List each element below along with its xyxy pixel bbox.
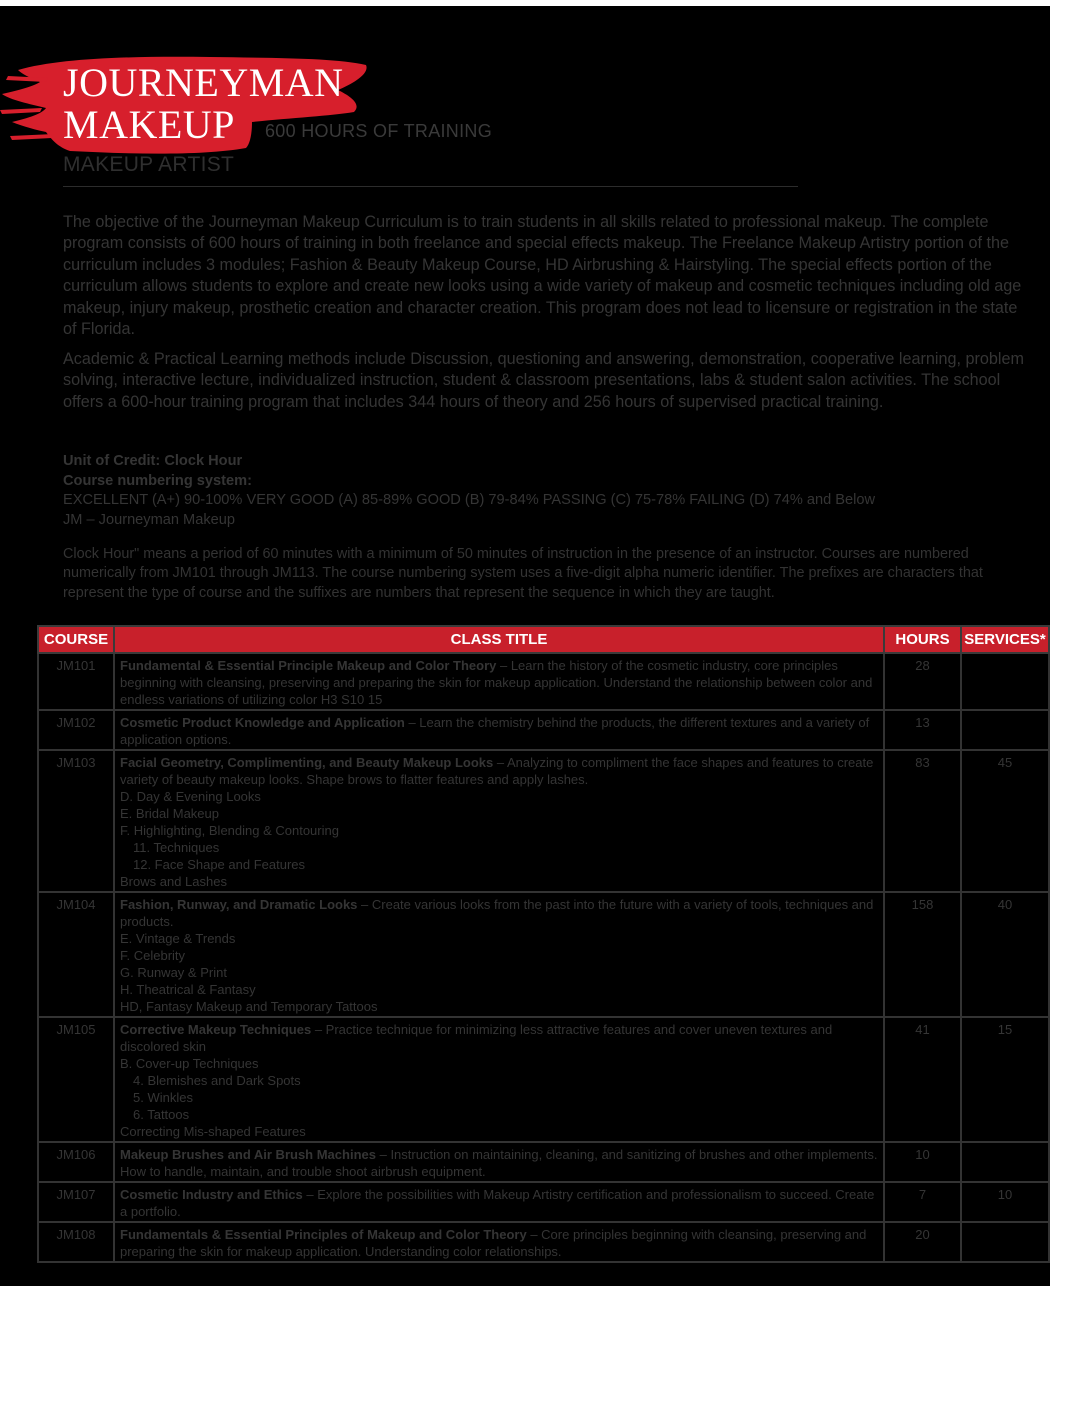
numbering-label: Course numbering system: xyxy=(63,472,252,489)
class-title: Fundamentals & Essential Principles of Makeup and Color Theory xyxy=(120,1227,527,1242)
class-topic: 6. Tattoos xyxy=(133,1107,190,1122)
class-services xyxy=(961,1222,1049,1262)
class-title: Makeup Brushes and Air Brush Machines xyxy=(120,1147,376,1162)
course-prefix: JM – Journeyman Makeup xyxy=(63,511,235,528)
title-line-2: MAKEUP xyxy=(63,102,235,147)
class-description: – Instruction on maintaining, cleaning, and sanitizing of brushes and other implements. How to handle, maintain, and trouble shoot airbrush equipment. xyxy=(120,1147,878,1179)
class-title-cell xyxy=(114,653,884,710)
class-services xyxy=(961,653,1049,710)
table-row xyxy=(38,750,1049,892)
clock-hour-note: Clock Hour" means a period of 60 minutes with a minimum of 50 minutes of instruction in the presence of an instructor. Courses are numbered numerically from JM101 through JM113. The course numbering system uses a five-digit alpha numeric identifier. The prefixes are characters that represent the type of course and the suffixes are numbers that represent the sequence in which they are taught. xyxy=(63,546,983,601)
class-services: 40 xyxy=(961,892,1049,1017)
credit-info xyxy=(63,452,1023,530)
class-hours: 13 xyxy=(884,710,961,750)
class-services: 45 xyxy=(961,750,1049,892)
title-line-1: JOURNEYMAN xyxy=(63,60,344,105)
class-topic: D. Day & Evening Looks xyxy=(120,789,261,804)
table-row xyxy=(38,1017,1049,1142)
class-title: Cosmetic Industry and Ethics xyxy=(120,1187,303,1202)
column-header-services: SERVICES* xyxy=(961,626,1049,653)
course-code: JM106 xyxy=(38,1142,114,1182)
class-hours: 10 xyxy=(884,1142,961,1182)
column-header-hours: HOURS xyxy=(884,626,961,653)
unit-of-credit: Unit of Credit: Clock Hour xyxy=(63,453,243,469)
class-topic: Brows and Lashes xyxy=(120,874,227,889)
course-code: JM102 xyxy=(38,710,114,750)
table-row xyxy=(38,710,1049,750)
class-title: Fundamental & Essential Principle Makeup and Color Theory xyxy=(120,658,497,673)
class-description: – Analyzing to compliment the face shapes and features to create variety of beauty makeup looks. Shape brows to flatter features and apply lashes. xyxy=(120,755,874,787)
class-title: Fashion, Runway, and Dramatic Looks xyxy=(120,897,358,912)
class-services xyxy=(961,1142,1049,1182)
brush-streak xyxy=(0,108,42,114)
class-hours: 7 xyxy=(884,1182,961,1222)
class-description: – Explore the possibilities with Makeup Artistry certification and professionalism to succeed. Create a portfolio. xyxy=(120,1187,875,1219)
class-topic: 12. Face Shape and Features xyxy=(133,857,306,872)
class-services: 15 xyxy=(961,1017,1049,1142)
class-topic: F. Celebrity xyxy=(120,948,186,963)
class-topic: Correcting Mis-shaped Features xyxy=(120,1124,306,1139)
grading-scale: EXCELLENT (A+) 90-100% VERY GOOD (A) 85-89% GOOD (B) 79-84% PASSING (C) 75-78% FAILING (D) 74% and Below xyxy=(63,492,876,508)
class-topic: E. Bridal Makeup xyxy=(120,806,219,821)
table-row xyxy=(38,1222,1049,1262)
class-topic: G. Runway & Print xyxy=(120,965,227,980)
class-description: – Practice technique for minimizing less attractive features and cover uneven textures and discolored skin xyxy=(120,1022,833,1054)
class-topic: E. Vintage & Trends xyxy=(120,931,236,946)
class-topic: 4. Blemishes and Dark Spots xyxy=(133,1073,301,1088)
table-row xyxy=(38,653,1049,710)
program-subtitle: MAKEUP ARTIST xyxy=(63,153,235,176)
course-table xyxy=(37,625,1050,1263)
class-description: – Learn the chemistry behind the products, the different textures and a variety of application options. xyxy=(120,715,870,747)
hours-tag: 600 HOURS OF TRAINING xyxy=(265,121,493,141)
class-title-cell xyxy=(114,750,884,892)
class-services: 10 xyxy=(961,1182,1049,1222)
header-divider xyxy=(63,186,798,187)
class-services xyxy=(961,710,1049,750)
class-hours: 28 xyxy=(884,653,961,710)
class-title-cell xyxy=(114,1222,884,1262)
class-title-cell xyxy=(114,1017,884,1142)
class-title: Corrective Makeup Techniques xyxy=(120,1022,312,1037)
course-code: JM101 xyxy=(38,653,114,710)
column-header-class-title: CLASS TITLE xyxy=(114,626,884,653)
column-header-course: COURSE xyxy=(38,626,114,653)
table-header-row xyxy=(38,626,1049,653)
course-code: JM105 xyxy=(38,1017,114,1142)
intro-paragraph-2: Academic & Practical Learning methods include Discussion, questioning and answering, demonstration, cooperative learning, problem solving, interactive lecture, individualized instruction, student & classroom presentations, labs & student salon activities. The school offers a 600-hour training program that includes 344 hours of theory and 256 hours of supervised practical training. xyxy=(63,350,1024,411)
table-row xyxy=(38,1182,1049,1222)
course-code: JM104 xyxy=(38,892,114,1017)
table-row xyxy=(38,1142,1049,1182)
course-code: JM103 xyxy=(38,750,114,892)
class-description: – Create various looks from the past into the future with a variety of tools, techniques and products. xyxy=(120,897,874,929)
brush-streak xyxy=(10,134,54,140)
class-topic: HD, Fantasy Makeup and Temporary Tattoos xyxy=(120,999,378,1014)
class-topic: F. Highlighting, Blending & Contouring xyxy=(120,823,339,838)
class-topic: 5. Winkles xyxy=(133,1090,193,1105)
course-code: JM108 xyxy=(38,1222,114,1262)
class-title-cell xyxy=(114,1142,884,1182)
course-code: JM107 xyxy=(38,1182,114,1222)
class-topic: 11. Techniques xyxy=(133,840,220,855)
class-title-cell xyxy=(114,710,884,750)
class-title-cell xyxy=(114,892,884,1017)
class-title: Facial Geometry, Complimenting, and Beauty Makeup Looks xyxy=(120,755,494,770)
class-title: Cosmetic Product Knowledge and Application xyxy=(120,715,405,730)
intro-paragraph-1: The objective of the Journeyman Makeup Curriculum is to train students in all skills related to professional makeup. The complete program consists of 600 hours of training in both freelance and special effects makeup. The Freelance Makeup Artistry portion of the curriculum includes 3 modules; Fashion & Beauty Makeup Course, HD Airbrushing & Hairstyling. The special effects portion of the curriculum allows students to explore and create new looks using a wide variety of makeup and cosmetic techniques including old age makeup, injury makeup, prosthetic creation and character creation. This program does not lead to licensure or registration in the state of Florida. xyxy=(63,213,1022,339)
class-description: – Core principles beginning with cleansing, preserving and preparing the skin for makeup application. Understanding color relationships. xyxy=(120,1227,867,1259)
class-hours: 41 xyxy=(884,1017,961,1142)
class-description: – Learn the history of the cosmetic industry, core principles beginning with cleansing, preserving and preparing the skin for makeup application. Understand the relationship between color and endless variations of utilizing color H3 S10 15 xyxy=(120,658,873,707)
class-title-cell xyxy=(114,1182,884,1222)
table-row xyxy=(38,892,1049,1017)
class-hours: 83 xyxy=(884,750,961,892)
class-topic: B. Cover-up Techniques xyxy=(120,1056,259,1071)
course-rows xyxy=(38,653,1049,1262)
class-topic: H. Theatrical & Fantasy xyxy=(120,982,256,997)
class-hours: 20 xyxy=(884,1222,961,1262)
class-hours: 158 xyxy=(884,892,961,1017)
